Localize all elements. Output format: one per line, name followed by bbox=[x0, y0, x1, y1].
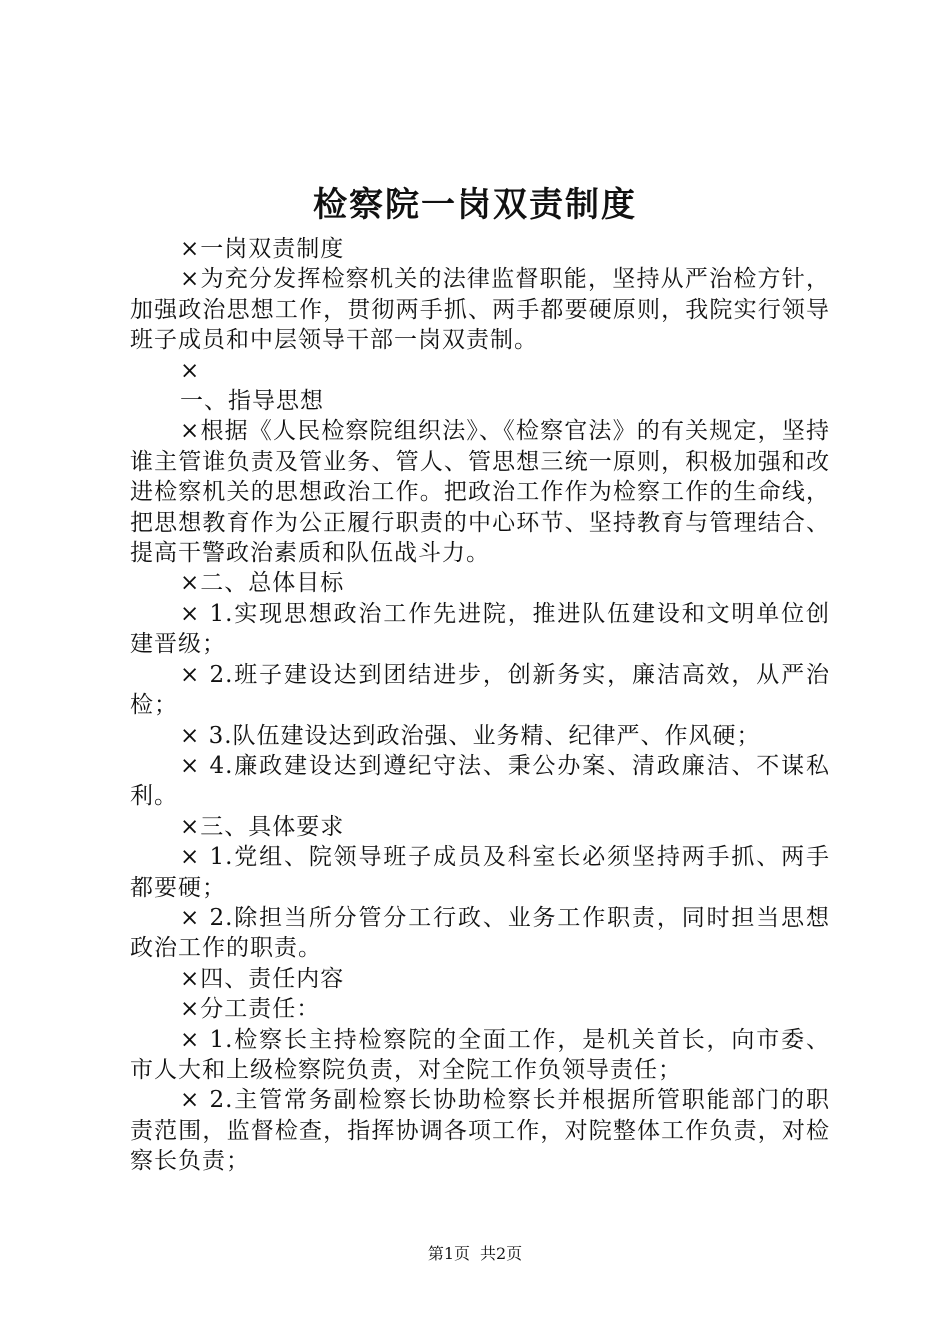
list-item: × 3.队伍建设达到政治强、业务精、纪律严、作风硬； bbox=[180, 722, 761, 749]
list-item: × 2.除担当所分管分工行政、业务工作职责，同时担当思想政治工作的职责。 bbox=[130, 904, 830, 962]
document-title: 检察院一岗双责制度 bbox=[313, 185, 637, 225]
list-item: × 1.实现思想政治工作先进院，推进队伍建设和文明单位创建晋级； bbox=[130, 600, 830, 658]
section-heading: ×四、责任内容 bbox=[180, 965, 345, 992]
section-heading: ×三、具体要求 bbox=[180, 813, 345, 840]
document-body bbox=[130, 234, 830, 1177]
paragraph: ×一岗双责制度 bbox=[180, 236, 345, 262]
page-number: 第1页 bbox=[427, 1244, 470, 1263]
list-item: × 4.廉政建设达到遵纪守法、秉公办案、清政廉洁、不谋私利。 bbox=[130, 752, 830, 810]
section-heading: ×二、总体目标 bbox=[180, 570, 345, 597]
list-item: × 2.班子建设达到团结进步，创新务实，廉洁高效，从严治检； bbox=[130, 661, 830, 719]
paragraph: ×分工责任： bbox=[180, 996, 321, 1023]
page-footer bbox=[0, 1242, 950, 1266]
section-heading: 一、指导思想 bbox=[180, 388, 324, 415]
paragraph: ×根据《人民检察院组织法》、《检察官法》的有关规定，坚持谁主管谁负责及管业务、管人、管思想三统一原则，积极加强和改进检察机关的思想政治工作。把政治工作作为检察工作的生命线，把思想教育作为公正履行职责的中心环节、坚持教育与管理结合、提高干警政治素质和队伍战斗力。 bbox=[130, 418, 830, 567]
list-item: × 2.主管常务副检察长协助检察长并根据所管职能部门的职责范围，监督检查，指挥协调各项工作，对院整体工作负责，对检察长负责； bbox=[130, 1087, 830, 1175]
paragraph: ×为充分发挥检察机关的法律监督职能，坚持从严治检方针，加强政治思想工作，贯彻两手抓、两手都要硬原则，我院实行领导班子成员和中层领导干部一岗双责制。 bbox=[130, 266, 830, 354]
list-item: × 1.党组、院领导班子成员及科室长必须坚持两手抓、两手都要硬； bbox=[130, 844, 830, 901]
page-total: 共2页 bbox=[480, 1244, 523, 1263]
list-item: × 1.检察长主持检察院的全面工作，是机关首长，向市委、市人大和上级检察院负责，对全院工作负领导责任； bbox=[130, 1026, 830, 1083]
paragraph: × bbox=[180, 357, 201, 384]
